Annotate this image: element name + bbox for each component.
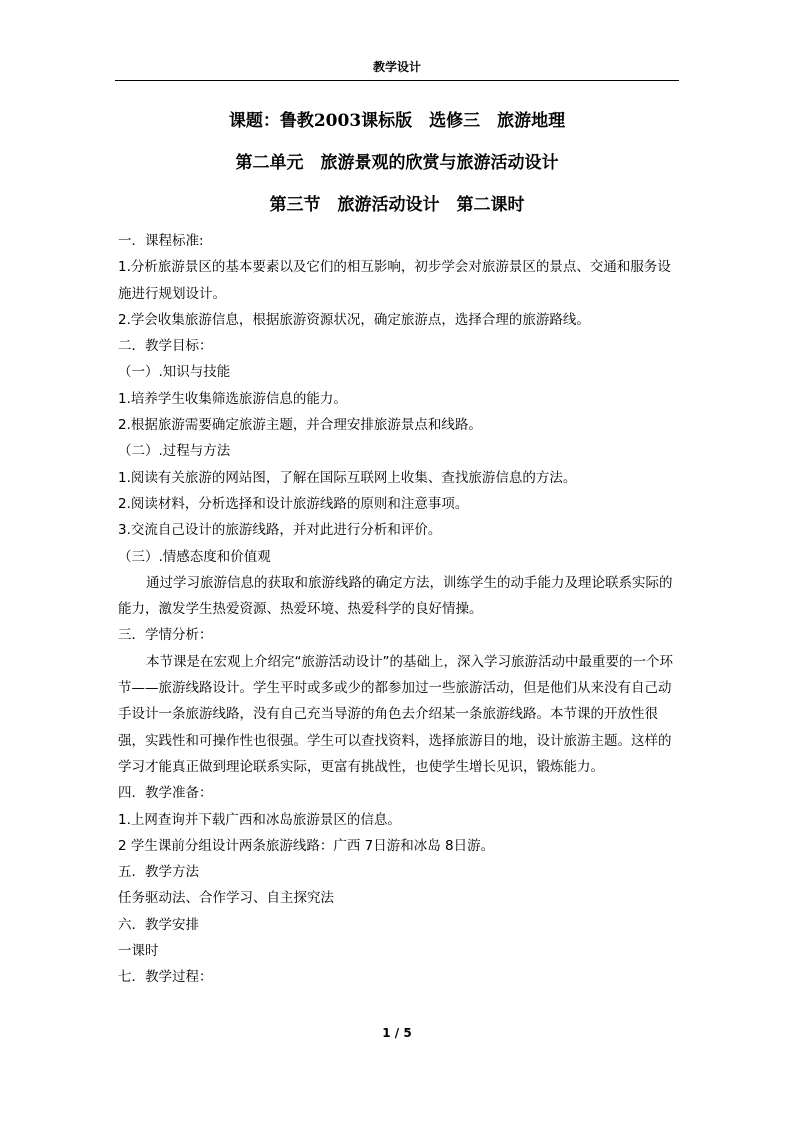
page-number: 1 / 5: [382, 1026, 412, 1040]
paragraph: 一课时: [118, 943, 159, 960]
header-divider: [115, 80, 679, 81]
subsection-heading: （一）.知识与技能: [118, 364, 231, 381]
paragraph: 2.阅读材料，分析选择和设计旅游线路的原则和注意事项。: [118, 495, 469, 512]
document-body: [118, 228, 678, 991]
paragraph: 1.分析旅游景区的基本要素以及它们的相互影响，初步学会对旅游景区的景点、交通和服务设施进行规划设计。: [118, 259, 671, 302]
paragraph: 2.根据旅游需要确定旅游主题，并合理安排旅游景点和线路。: [118, 417, 482, 434]
section-heading: 五．教学方法: [118, 864, 199, 881]
page-header: 教学设计: [372, 60, 421, 74]
subsection-heading: （三）.情感态度和价值观: [118, 548, 271, 565]
paragraph: 3.交流自己设计的旅游线路，并对此进行分析和评价。: [118, 522, 442, 539]
section-heading: 一．课程标准:: [118, 233, 204, 249]
paragraph: 2.学会收集旅游信息，根据旅游资源状况，确定旅游点，选择合理的旅游路线。: [118, 311, 590, 328]
section-heading: 三．学情分析：: [118, 627, 213, 644]
section-heading: 七．教学过程：: [118, 969, 213, 986]
paragraph: 通过学习旅游信息的获取和旅游线路的确定方法，训练学生的动手能力及理论联系实际的能力，激发学生热爱资源、热爱环境、热爱科学的良好情操。: [118, 574, 673, 618]
section-heading: 六．教学安排: [118, 916, 199, 933]
paragraph: 本节课是在宏观上介绍完“旅游活动设计”的基础上，深入学习旅游活动中最重要的一个环节——旅游线路设计。学生平时或多或少的都参加过一些旅游活动，但是他们从来没有自己动手设计一条旅游线路，没有自己充当导游的角色去介绍某一条旅游线路。本节课的开放性很强，实践性和可操作性也很强。学生可以查找资料，选择旅游目的地，设计旅游主题。这样的学习才能真正做到理论联系实际，更富有挑战性，也使学生增长见识，锻炼能力。: [118, 653, 673, 775]
section-heading: 二．教学目标：: [118, 338, 213, 355]
lesson-title: 课题：鲁教2003课标版 选修三 旅游地理: [228, 111, 566, 131]
unit-title: 第二单元 旅游景观的欣赏与旅游活动设计: [235, 153, 559, 173]
subsection-heading: （二）.过程与方法: [118, 443, 231, 460]
section-heading: 四．教学准备：: [118, 785, 213, 802]
paragraph: 2 学生课前分组设计两条旅游线路：广西 7日游和冰岛 8日游。: [118, 837, 495, 854]
paragraph: 1.阅读有关旅游的网站图，了解在国际互联网上收集、查找旅游信息的方法。: [118, 469, 577, 486]
paragraph: 1.上网查询并下载广西和冰岛旅游景区的信息。: [118, 811, 401, 828]
paragraph: 任务驱动法、合作学习、自主探究法: [118, 890, 334, 907]
paragraph: 1.培养学生收集筛选旅游信息的能力。: [118, 390, 347, 407]
section-title: 第三节 旅游活动设计 第二课时: [269, 195, 525, 215]
